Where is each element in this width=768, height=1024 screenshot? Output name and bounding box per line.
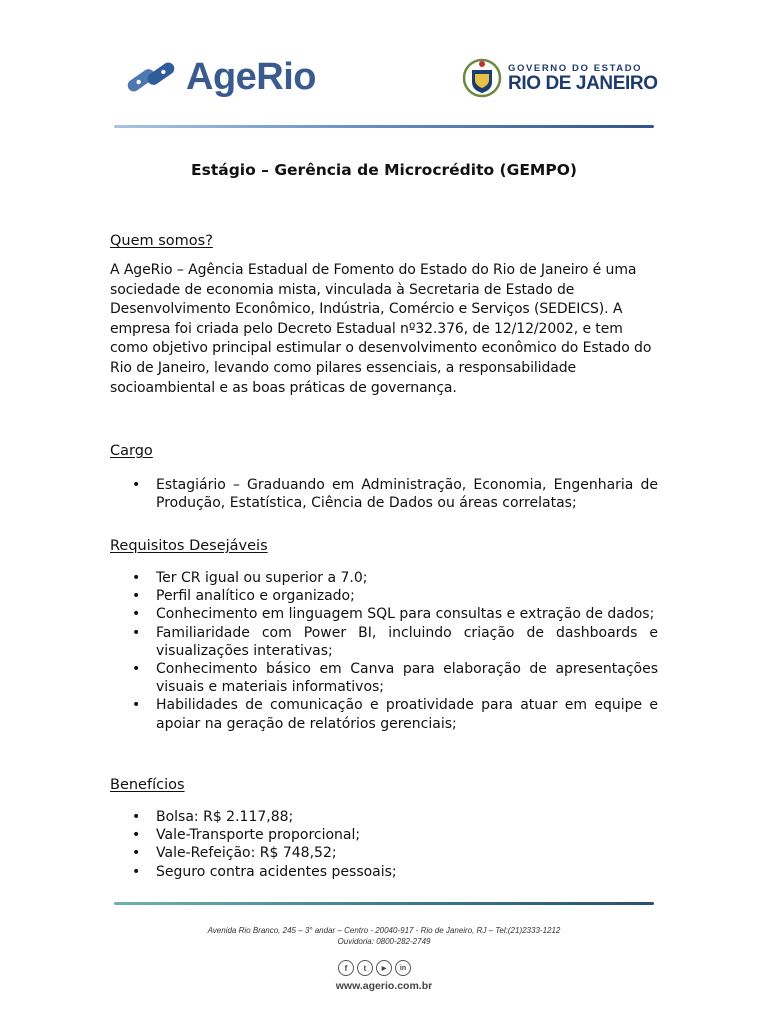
list-item: • Seguro contra acidentes pessoais;: [110, 863, 658, 881]
list-item: • Conhecimento básico em Canva para elaboração de apresentações visuais e materiais informativos;: [110, 660, 658, 696]
header-divider: [114, 125, 654, 128]
about-line: sociedade de economia mista, vinculada à Secretaria de Estado de: [110, 281, 575, 298]
footer-divider: [114, 902, 654, 905]
about-line: como objetivo principal estimular o desenvolvimento econômico do Estado do: [110, 340, 652, 357]
list-item: • Vale-Transporte proporcional;: [110, 826, 658, 844]
requisitos-list: [110, 569, 658, 733]
cargo-list: [110, 476, 658, 512]
page-header: [0, 0, 768, 130]
about-line: Rio de Janeiro, levando como pilares essenciais, a responsabilidade: [110, 359, 577, 376]
list-item: • Familiaridade com Power BI, incluindo criação de dashboards e visualizações interativas;: [110, 624, 658, 660]
state-seal-icon: [462, 56, 502, 100]
section-heading-cargo: Cargo: [110, 443, 153, 459]
agerio-wordmark: AgeRio: [186, 55, 316, 98]
beneficios-list: [110, 808, 658, 881]
footer-address: Avenida Rio Branco, 245 – 3° andar – Centro - 20040-917 - Rio de Janeiro, RJ – Tel:(21)2333-1212: [207, 926, 561, 935]
footer-ouvidoria: Ouvidoria: 0800-282-2749: [337, 937, 431, 946]
about-line: Desenvolvimento Econômico, Indústria, Comércio e Serviços (SEDEICS). A: [110, 301, 623, 318]
website-link[interactable]: www.agerio.com.br: [335, 980, 433, 992]
page-title: Estágio – Gerência de Microcrédito (GEMPO): [191, 161, 577, 179]
social-links: [338, 960, 411, 976]
gov-line2: RIO DE JANEIRO: [508, 72, 658, 94]
twitter-icon[interactable]: t: [357, 960, 373, 976]
list-item: • Bolsa: R$ 2.117,88;: [110, 808, 658, 826]
section-heading-requisitos: Requisitos Desejáveis: [110, 538, 268, 554]
section-heading-about: Quem somos?: [110, 233, 213, 249]
gov-line1: GOVERNO DO ESTADO: [508, 62, 643, 74]
youtube-icon[interactable]: ▶: [376, 960, 392, 976]
gov-rj-logo: [462, 56, 658, 100]
list-item: • Estagiário – Graduando em Administração, Economia, Engenharia de Produção, Estatística, Ciência de Dados ou áreas correlatas;: [110, 476, 658, 512]
section-heading-beneficios: Benefícios: [110, 777, 185, 793]
about-line: socioambiental e as boas práticas de governança.: [110, 379, 457, 396]
agerio-logo: [124, 52, 316, 102]
linkedin-icon[interactable]: in: [395, 960, 411, 976]
list-item: • Perfil analítico e organizado;: [110, 587, 658, 605]
footer-address-block: [0, 925, 768, 947]
list-item: • Habilidades de comunicação e proatividade para atuar em equipe e apoiar na geração de relatórios gerenciais;: [110, 696, 658, 732]
agerio-logo-icon: [124, 52, 178, 102]
about-paragraph: [110, 261, 658, 398]
list-item: • Ter CR igual ou superior a 7.0;: [110, 569, 658, 587]
about-line: A AgeRio – Agência Estadual de Fomento do Estado do Rio de Janeiro é uma: [110, 262, 637, 278]
about-line: empresa foi criada pelo Decreto Estadual nº32.376, de 12/12/2002, e tem: [110, 320, 623, 337]
list-item: • Vale-Refeição: R$ 748,52;: [110, 844, 658, 862]
facebook-icon[interactable]: f: [338, 960, 354, 976]
list-item: • Conhecimento em linguagem SQL para consultas e extração de dados;: [110, 605, 658, 623]
